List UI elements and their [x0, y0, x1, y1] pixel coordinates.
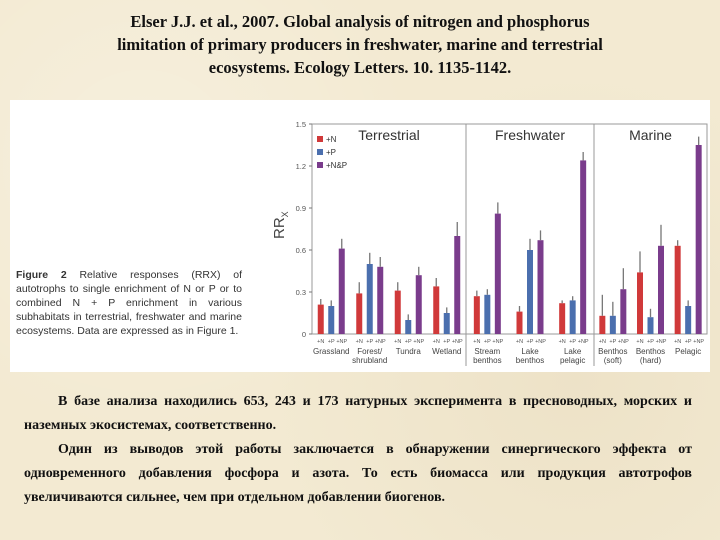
bar	[685, 306, 691, 334]
category-label: Benthos	[598, 347, 628, 356]
legend-entry: +P	[326, 148, 337, 157]
y-tick-label: 0.6	[295, 246, 306, 255]
category-label-line-2: pelagic	[559, 356, 586, 365]
category-label-line-2: (soft)	[603, 356, 622, 365]
bar	[637, 272, 643, 334]
legend-entry: +N	[326, 135, 337, 144]
bar-tick-label: +N	[432, 339, 440, 345]
bar-chart	[10, 100, 710, 372]
category-label: Stream	[474, 347, 501, 356]
bar	[675, 246, 681, 334]
caption-label: Figure 2	[16, 269, 67, 281]
category-label-line-2: (hard)	[639, 356, 662, 365]
category-label-line-2: benthos	[515, 356, 545, 365]
section-title: Freshwater	[494, 127, 566, 143]
bar-tick-label: +N	[598, 339, 606, 345]
bar-tick-label: +P	[684, 339, 692, 345]
bar-tick-label: +NP	[451, 339, 463, 345]
bar	[416, 275, 422, 334]
bar	[484, 295, 490, 334]
bar	[474, 296, 480, 334]
bar-tick-label: +NP	[535, 339, 546, 345]
bar	[328, 306, 334, 334]
bar	[610, 316, 616, 334]
bar	[433, 286, 439, 334]
category-label-line-2: shrubland	[352, 356, 388, 365]
bar-tick-label: +N	[515, 339, 524, 345]
bar-tick-label: +P	[569, 339, 577, 345]
bar-tick-label: +P	[404, 339, 412, 345]
paragraph-2: Один из выводов этой работы заключается в обнаружении синергического эффекта от одновременного добавления фосфора и азота. То есть биомасса или продукция автотрофов увеличиваются сильнее, чем при отдельном добавлении биогенов.	[24, 442, 692, 505]
bar-tick-label: +N	[674, 339, 682, 345]
bar	[599, 316, 605, 334]
bar	[356, 293, 362, 334]
bar	[620, 289, 626, 334]
bar-tick-label: +N	[317, 339, 325, 345]
section-title: Terrestrial	[358, 127, 420, 143]
y-axis-label: $RR_X$	[271, 211, 290, 239]
y-tick-label: 1.5	[295, 120, 306, 129]
bar	[495, 214, 501, 334]
legend-swatch	[317, 149, 323, 155]
bar	[570, 300, 576, 334]
legend-entry: +N&P	[326, 161, 348, 170]
legend-swatch	[317, 162, 323, 168]
bar	[527, 250, 533, 334]
bar	[538, 240, 544, 334]
y-tick-label: 0.9	[295, 204, 306, 213]
bar	[444, 313, 450, 334]
category-label: Grassland	[313, 347, 350, 356]
citation-line-2: limitation of primary producers in freshwater, marine and terrestrial	[117, 35, 603, 54]
bar	[648, 317, 654, 334]
category-label: Pelagic	[675, 347, 702, 356]
paragraph-1: В базе анализа находились 653, 243 и 173 натурных эксперимента в пресноводных, морских и наземных экосистемах, соответственно.	[24, 394, 692, 433]
bar-tick-label: +NP	[577, 339, 589, 345]
bar	[559, 303, 565, 334]
y-axis-label-subscript: X	[280, 211, 290, 218]
bar-tick-label: +P	[327, 339, 335, 345]
category-label-line-2: benthos	[473, 356, 502, 365]
bar	[318, 305, 324, 334]
category-label: Benthos	[635, 347, 666, 356]
legend-swatch	[317, 136, 323, 142]
bar-tick-label: +P	[647, 339, 654, 345]
bar-tick-label: +P	[609, 339, 617, 345]
bar	[454, 236, 460, 334]
bar	[696, 145, 702, 334]
section-title: Marine	[629, 127, 672, 143]
bar	[405, 320, 411, 334]
bar-tick-label: +P	[483, 339, 491, 345]
citation-line-1: Elser J.J. et al., 2007. Global analysis of nitrogen and phosphorus	[130, 12, 590, 31]
figure-panel	[10, 100, 710, 372]
y-tick-label: 0	[301, 330, 306, 339]
bar-tick-label: +N	[473, 339, 481, 345]
citation-header	[30, 10, 690, 79]
bar	[395, 291, 401, 334]
bar-tick-label: +N	[636, 339, 644, 345]
caption-text: Relative responses (RRX) of autotrophs to single enrichment of N or P or to combined N + P enrichment in various subhabitats in terrestrial, freshwater and marine ecosystems. Data are expressed as in Figure 1.	[16, 269, 243, 337]
bar-tick-label: +NP	[336, 339, 348, 345]
bar-tick-label: +P	[526, 339, 534, 345]
bar-tick-label: +P	[443, 339, 451, 345]
category-label: Tundra	[395, 347, 421, 356]
bar	[377, 267, 383, 334]
bar	[339, 249, 345, 334]
bar	[367, 264, 373, 334]
bar-tick-label: +P	[366, 339, 374, 345]
category-label: Forest/	[357, 347, 383, 356]
bar-tick-label: +N	[558, 339, 566, 345]
bar-tick-label: +NP	[617, 339, 629, 345]
citation-line-3: ecosystems. Ecology Letters. 10. 1135-1142.	[208, 58, 512, 77]
body-text	[24, 390, 692, 510]
category-label: Lake	[563, 347, 582, 356]
bar-tick-label: +N	[355, 339, 363, 345]
bar-tick-label: +NP	[374, 339, 386, 345]
y-tick-label: 1.2	[295, 162, 306, 171]
bar	[580, 160, 586, 334]
bar	[517, 312, 523, 334]
bar-tick-label: +N	[394, 339, 402, 345]
bar-tick-label: +NP	[655, 339, 667, 345]
category-label: Wetland	[432, 347, 462, 356]
bar-tick-label: +NP	[492, 339, 504, 345]
category-label: Lake	[521, 347, 539, 356]
bar-tick-label: +NP	[413, 339, 425, 345]
y-tick-label: 0.3	[295, 288, 306, 297]
bar	[658, 246, 664, 334]
bar-tick-label: +NP	[693, 339, 705, 345]
